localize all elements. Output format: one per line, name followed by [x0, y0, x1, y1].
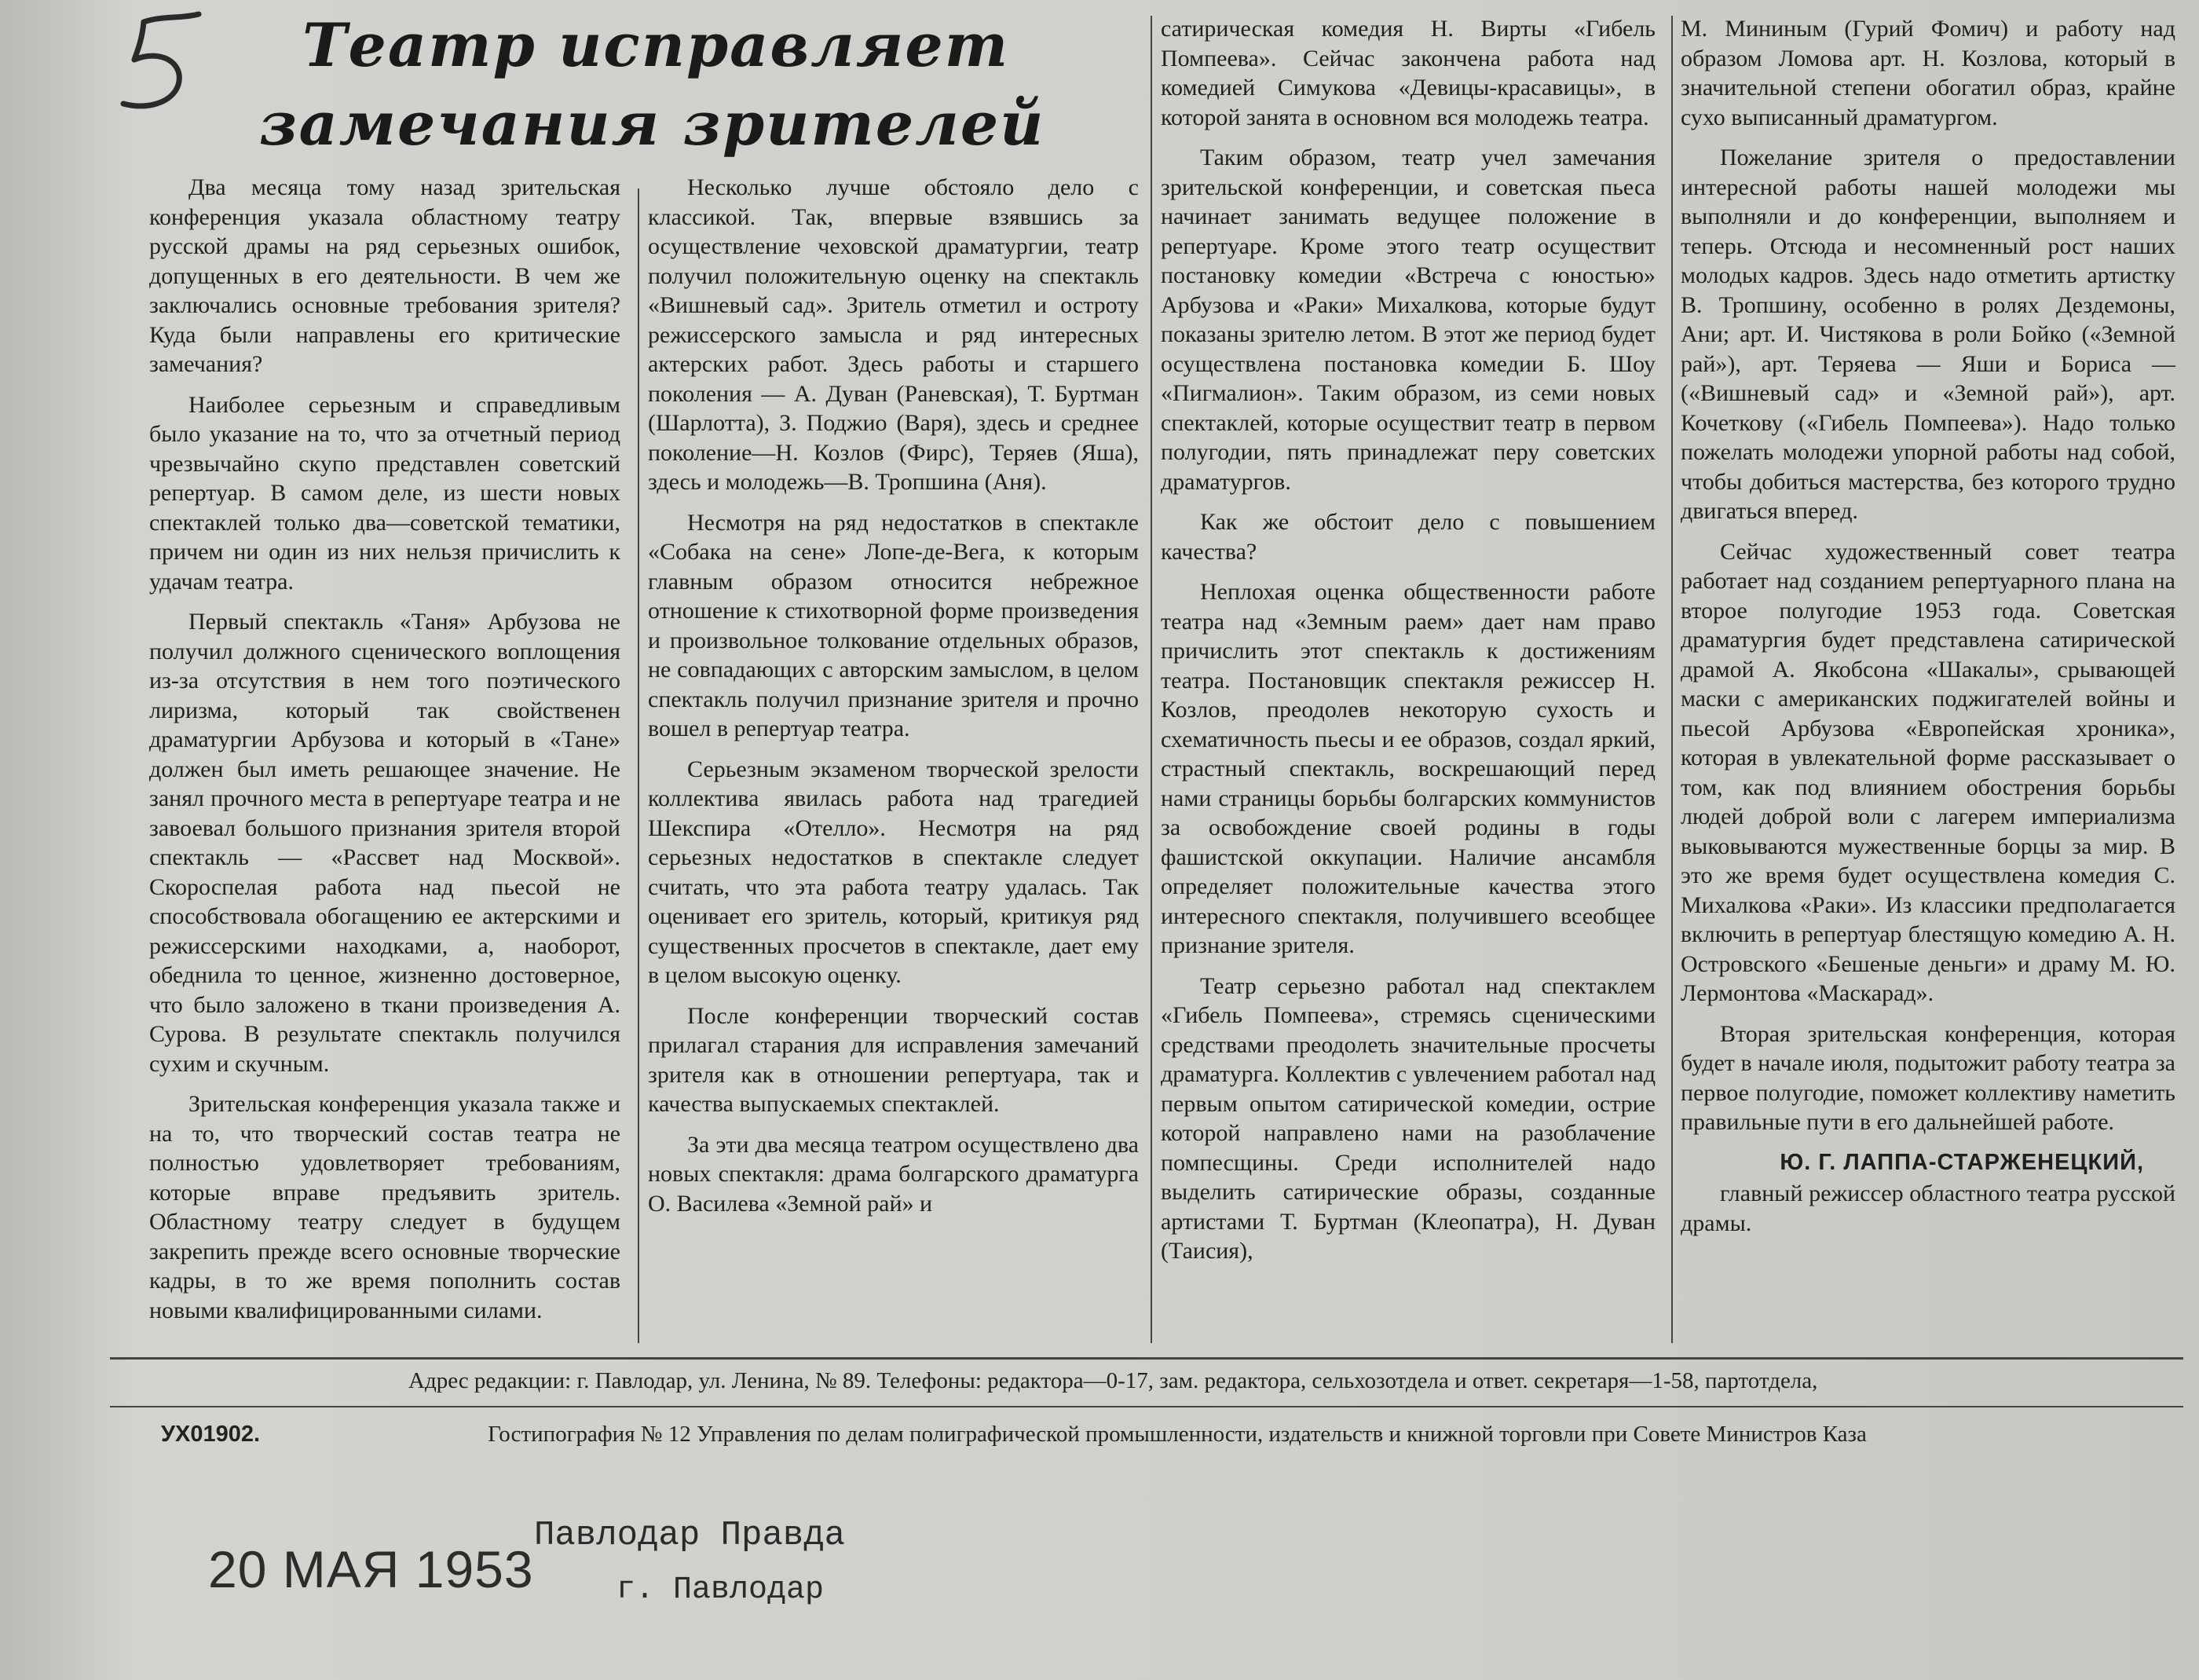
paragraph: Таким образом, театр учел замечания зрительской конференции, и советская пьеса начинает занимать ведущее положение в репертуаре. Кроме этого театр осуществит постановку комедии «Встреча с юностью» Арбузова и «Раки» Михалкова, которые будут показаны зрителю летом. В этот же период будет осуществлена постановка комедии Б. Шоу «Пигмалион». Таким образом, из семи новых спектаклей, которые осуществит театр в первом полугодии, пять принадлежат перу советских драматургов. — [1161, 145, 1656, 495]
column-divider — [638, 188, 639, 1343]
printer-line — [161, 1422, 2199, 1448]
paragraph: Театр серьезно работал над спектаклем «Гибель Помпеева», стремясь сценическими средствами преодолеть значительные просчеты драматурга. Коллектив с увлечением работал над первым опытом сатирической комедии, острие которой направлено нами на разоблачение помпесщины. Среди исполнителей надо выделить сатирические образы, созданные артистами Т. Буртман (Клеопатра), Н. Дуван (Таисия), — [1161, 972, 1656, 1264]
article-column-1 — [149, 173, 620, 1336]
author-signature: Ю. Г. ЛАППА-СТАРЖЕНЕЦКИЙ, — [1780, 1149, 2144, 1175]
headline-line-1: Театр исправляет — [302, 10, 1010, 80]
paragraph: Как же обстоит дело с повышением качества? — [1161, 509, 1656, 565]
handwritten-page-number — [106, 8, 224, 114]
paragraph: М. Мининым (Гурий Фомич) и работу над образом Ломова арт. Н. Козлова, который в значительной степени обогатил образ, крайне сухо выписанный драматургом. — [1681, 16, 2175, 130]
paragraph: Серьезным экзаменом творческой зрелости коллектива явилась работа над трагедией Шекспира «Отелло». Несмотря на ряд серьезных недостатков в спектакле следует считать, что эта работа театру удалась. Так оценивает его зритель, который, критикуя ряд существенных просчетов в спектакле, дает ему в целом высокую оценку. — [648, 756, 1139, 988]
article-column-4 — [1681, 14, 2175, 1249]
paragraph: Первый спектакль «Таня» Арбузова не получил должного сценического воплощения из-за отсутствия в нем того поэтического лиризма, который так свойственен драматургии Арбузова и который в «Тане» должен был иметь решающее значение. Не занял прочного места в репертуаре театра и не завоевал большого признания зрителя второй спектакль — «Рассвет над Москвой». Скороспелая работа над пьесой не способствовала обогащению ее актерскими и режиссерскими находками, а, наоборот, обеднила то ценное, жизненно достоверное, что было заложено в ткани произведения А. Сурова. В результате спектакль получился сухим и скучным. — [149, 609, 620, 1077]
printer-text: Гостипография № 12 Управления по делам полиграфической промышленности, издательств и книжной торговли при Совете Министров Каза — [488, 1422, 1867, 1447]
city-stamp: г. Павлодар — [617, 1572, 825, 1608]
article-headline — [259, 6, 1123, 163]
column-divider — [1151, 16, 1152, 1343]
footer-rule — [110, 1357, 2183, 1360]
column-divider — [1671, 16, 1673, 1343]
paragraph: Несмотря на ряд недостатков в спектакле «Собака на сене» Лопе-де-Вега, к которым главным образом относится небрежное отношение к стихотворной форме произведения и произвольное толкование отдельных образов, не совпадающих с авторским замыслом, в целом спектакль получил признание зрителя и прочно вошел в репертуар театра. — [648, 509, 1139, 741]
paragraph: Зрительская конференция указала также и на то, что творческий состав театра не полностью удовлетворяет требованиям, которые вправе предъявить зритель. Областному театру следует в будущем закрепить прежде всего основные творческие кадры, в то же время пополнить состав новыми квалифицированными силами. — [149, 1091, 620, 1323]
paragraph: Вторая зрительская конференция, которая будет в начале июля, подытожит работу театра за первое полугодие, поможет коллективу наметить правильные пути в его дальнейшей работе. — [1681, 1020, 2175, 1135]
author-title: главный режиссер областного театра русской драмы. — [1681, 1180, 2175, 1236]
headline-line-2: замечания зрителей — [259, 89, 1045, 159]
newspaper-stamp: Павлодар Правда — [534, 1516, 846, 1555]
footer-rule — [110, 1406, 2183, 1407]
censor-code: УХ01902. — [161, 1422, 261, 1447]
editorial-address: Адрес редакции: г. Павлодар, ул. Ленина, № 89. Телефоны: редактора—0-17, зам. редактора, сельхозотдела и ответ. секретаря—1-58, партотдела, — [408, 1368, 1818, 1393]
date-stamp: 20 МАЯ 1953 — [208, 1540, 534, 1598]
paragraph: Наиболее серьезным и справедливым было указание на то, что за отчетный период чрезвычайно скупо представлен советский репертуар. В самом деле, из шести новых спектаклей только два—советской тематики, причем ни один из них нельзя причислить к удачам театра. — [149, 391, 620, 595]
article-column-3 — [1161, 14, 1656, 1277]
paragraph: сатирическая комедия Н. Вирты «Гибель Помпеева». Сейчас закончена работа над комедией Симукова «Девицы-красавицы», в которой занята в основном вся молодежь театра. — [1161, 16, 1656, 130]
paragraph: После конференции творческий состав прилагал старания для исправления замечаний зрителя как в отношении репертуара, так и качества выпускаемых спектаклей. — [648, 1002, 1139, 1117]
paragraph: Несколько лучше обстояло дело с классикой. Так, впервые взявшись за осуществление чеховской драматургии, театр получил положительную оценку на спектакль «Вишневый сад». Зритель отметил и остроту режиссерского замысла и ряд интересных актерских работ. Здесь работы и старшего поколения — А. Дуван (Раневская), Т. Буртман (Шарлотта), З. Поджио (Варя), здесь и среднее поколение—Н. Козлов (Фирс), Теряев (Яша), здесь и молодежь—В. Тропшина (Аня). — [648, 174, 1139, 495]
paragraph: Пожелание зрителя о предоставлении интересной работы нашей молодежи мы выполняли и до конференции, выполняем и теперь. Отсюда и несомненный рост наших молодых кадров. Здесь надо отметить артистку В. Тропшину, особенно в ролях Дездемоны, Ани; арт. И. Чистякова в роли Бойко («Земной рай»), арт. Теряева — Яши и Бориса — («Вишневый сад» и «Земной рай»), арт. Кочеткову («Гибель Помпеева»). Надо только пожелать молодежи упорной работы над собой, чтобы добиться мастерства, без которого трудно двигаться вперед. — [1681, 145, 2175, 524]
paragraph: Два месяца тому назад зрительская конференция указала областному театру русской драмы на ряд серьезных ошибок, допущенных в его деятельности. В чем же заключались основные требования зрителя? Куда были направлены его критические замечания? — [149, 174, 620, 377]
paragraph: Сейчас художественный совет театра работает над созданием репертуарного плана на второе полугодие 1953 года. Советская драматургия будет представлена сатирической драмой А. Якобсона «Шакалы», срывающей маски с американских поджигателей войны и пьесой Арбузова «Европейская хроника», которая в увлекательной форме рассказывает о том, как под влиянием обострения борьбы людей доброй воли с лагерем империализма выковываются мужественные борцы за мир. В это же время будет осуществлена комедия С. Михалкова «Раки». Из классики предполагается включить в репертуар блестящую комедию А. Н. Островского «Бешеные деньги» и драму М. Ю. Лермонтова «Маскарад». — [1681, 538, 2175, 1006]
paragraph: За эти два месяца театром осуществлено два новых спектакля: драма болгарского драматурга О. Василева «Земной рай» и — [648, 1131, 1139, 1217]
article-column-2 — [648, 173, 1139, 1229]
paragraph: Неплохая оценка общественности работе театра над «Земным раем» дает нам право причислить этот спектакль к достижениям театра. Постановщик спектакля режиссер Н. Козлов, преодолев некоторую сухость и схематичность пьесы и ее образов, создал яркий, страстный спектакль, воскрешающий перед нами страницы борьбы болгарских коммунистов за освобождение своей родины в годы фашистской оккупации. Наличие ансамбля определяет положительные качества этого интересного спектакля, получившего всеобщее признание зрителя. — [1161, 579, 1656, 958]
